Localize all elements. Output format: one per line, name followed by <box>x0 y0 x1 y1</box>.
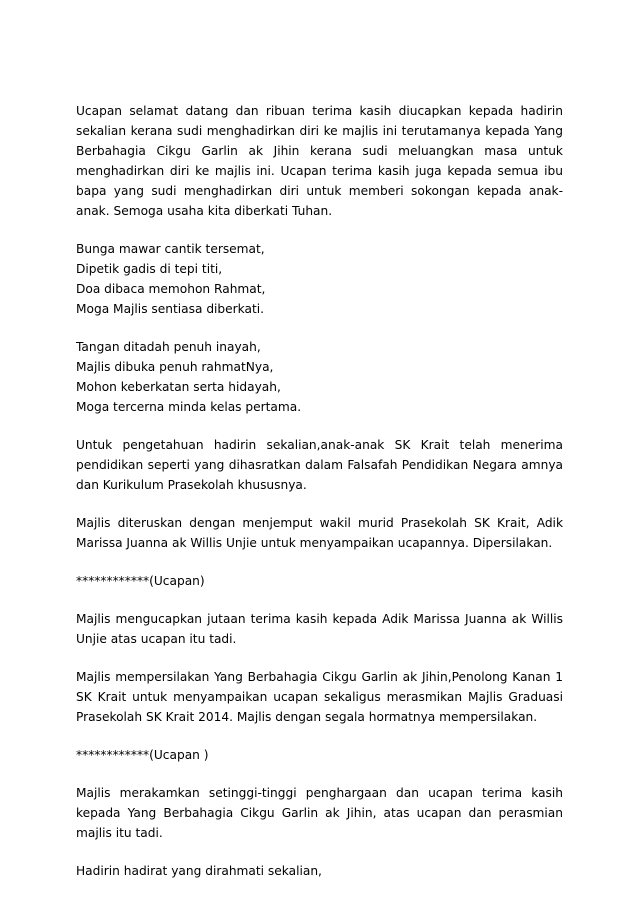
pantun-1 <box>76 239 563 319</box>
pantun-line: Doa dibaca memohon Rahmat, <box>76 282 266 296</box>
closing-greeting: Hadirin hadirat yang dirahmati sekalian, <box>76 864 322 878</box>
welcome-paragraph: Ucapan selamat datang dan ribuan terima kasih diucapkan kepada hadirin sekalian kerana sudi menghadirkan diri ke majlis ini terutamanya kepada Yang Berbahagia Cikgu Garlin ak Jihin kerana sudi meluangkan masa untuk menghadirkan diri ke majlis ini. Ucapan terima kasih juga kepada semua ibu bapa yang sudi menghadirkan diri untuk memberi sokongan kepada anak-anak. Semoga usaha kita diberkati Tuhan. <box>76 104 563 218</box>
pantun-2 <box>76 337 563 417</box>
pantun-line: Dipetik gadis di tepi titi, <box>76 262 223 276</box>
invite-student-paragraph: Majlis diteruskan dengan menjemput wakil murid Prasekolah SK Krait, Adik Marissa Juanna ak Willis Unjie untuk menyampaikan ucapannya. Dipersilakan. <box>76 516 563 550</box>
speech-marker-2: ************(Ucapan ) <box>76 748 209 762</box>
speech-marker-1: ************(Ucapan) <box>76 574 205 588</box>
pantun-line: Majlis dibuka penuh rahmatNya, <box>76 360 274 374</box>
invite-teacher-paragraph: Majlis mempersilakan Yang Berbahagia Cikgu Garlin ak Jihin,Penolong Kanan 1 SK Krait untuk menyampaikan ucapan sekaligus merasmikan Majlis Graduasi Prasekolah SK Krait 2014. Majlis dengan segala hormatnya mempersilakan. <box>76 670 563 724</box>
document-body <box>76 101 563 899</box>
pantun-line: Bunga mawar cantik tersemat, <box>76 242 265 256</box>
info-paragraph: Untuk pengetahuan hadirin sekalian,anak-anak SK Krait telah menerima pendidikan seperti yang dihasratkan dalam Falsafah Pendidikan Negara amnya dan Kurikulum Prasekolah khususnya. <box>76 438 563 492</box>
thanks-student-paragraph: Majlis mengucapkan jutaan terima kasih kepada Adik Marissa Juanna ak Willis Unjie atas ucapan itu tadi. <box>76 612 563 646</box>
pantun-line: Mohon keberkatan serta hidayah, <box>76 380 281 394</box>
thanks-teacher-paragraph: Majlis merakamkan setinggi-tinggi penghargaan dan ucapan terima kasih kepada Yang Berbahagia Cikgu Garlin ak Jihin, atas ucapan dan perasmian majlis itu tadi. <box>76 786 563 840</box>
pantun-line: Moga tercerna minda kelas pertama. <box>76 400 302 414</box>
pantun-line: Tangan ditadah penuh inayah, <box>76 340 261 354</box>
pantun-line: Moga Majlis sentiasa diberkati. <box>76 302 265 316</box>
